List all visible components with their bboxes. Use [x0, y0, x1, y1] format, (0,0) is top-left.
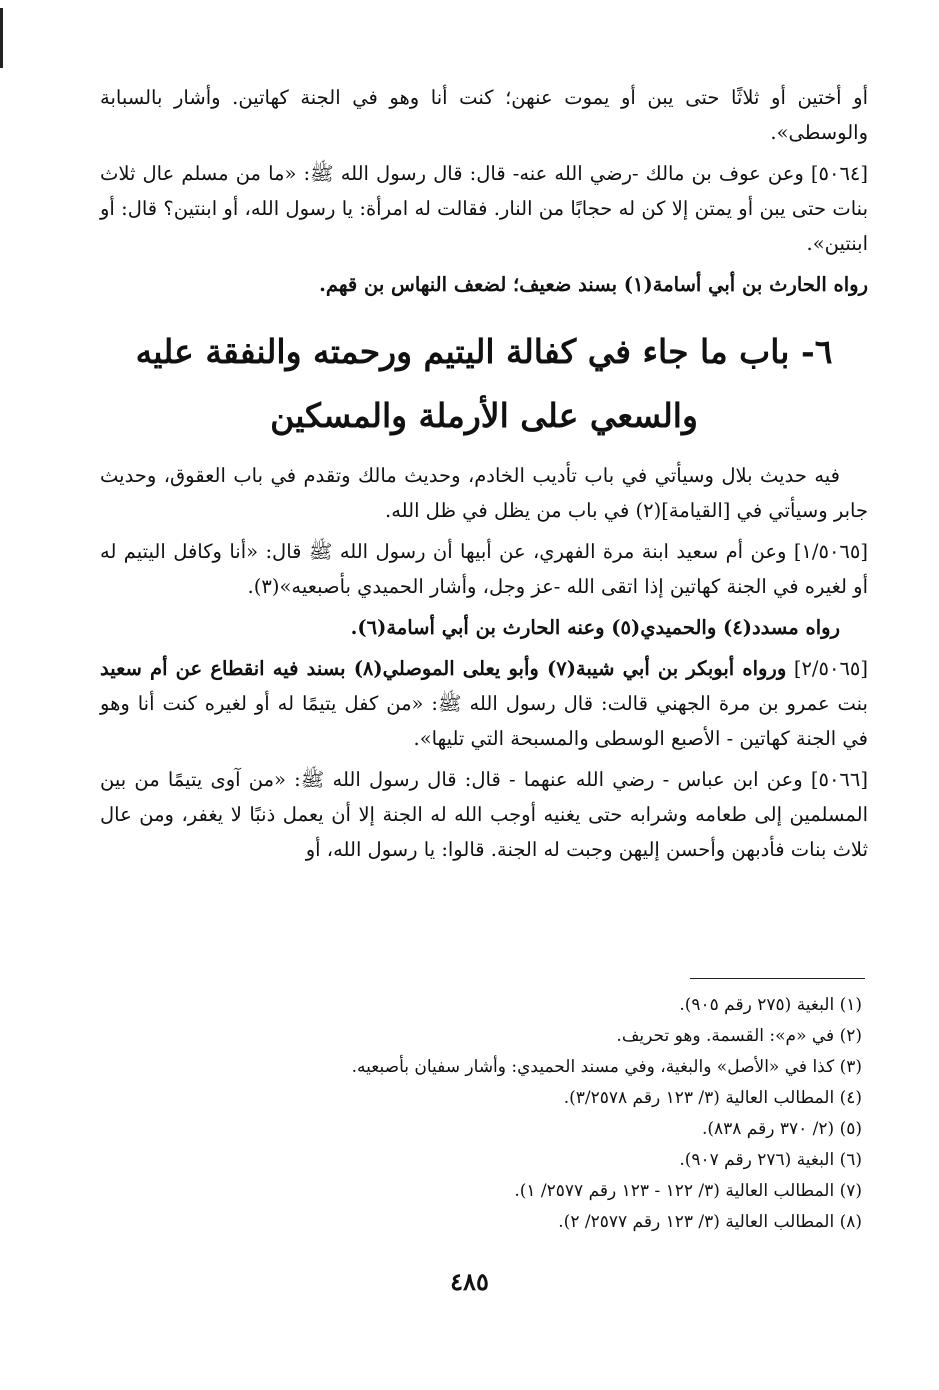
page-number: ٤٨٥: [450, 1267, 489, 1296]
chapter-heading-line-2: والسعي على الأرملة والمسكين: [270, 396, 698, 435]
main-text: [100, 80, 868, 873]
hadith-5064: [100, 156, 868, 261]
hadith-text: وعن عوف بن مالك -رضي الله عنه- قال: قال رسول الله ﷺ: «ما من مسلم عال ثلاث بنات حتى يبن أو يمتن إلا كن له حجابًا من النار. فقالت له امرأة: يا رسول الله، أو ابنتين؟ قال: أو ابنتين».: [100, 162, 868, 255]
footnote: (٨) المطالب العالية (٣/ ١٢٣ رقم ٢٥٧٧/ ٢).: [558, 1212, 862, 1232]
footnote: (٦) البغية (٢٧٦ رقم ٩٠٧).: [679, 1150, 862, 1170]
paragraph-continuation: أو أختين أو ثلاثًا حتى يبن أو يموت عنهن؛ كنت أنا وهو في الجنة كهاتين. وأشار بالسبابة والوسطى».: [100, 86, 868, 144]
footnote: (٥) (٢/ ٣٧٠ رقم ٨٣٨).: [701, 1119, 862, 1139]
hadith-text: وعن أم سعيد ابنة مرة الفهري، عن أبيها أن رسول الله ﷺ قال: «أنا وكافل اليتيم له أو لغيره في الجنة كهاتين إذا اتقى الله -عز وجل، وأشار الحميدي بأصبعيه»(٣).: [100, 540, 868, 598]
footnote: (١) البغية (٢٧٥ رقم ٩٠٥).: [679, 995, 862, 1015]
hadith-number: [٥٠٦٤]: [810, 162, 869, 185]
hadith-5065-2: [100, 651, 868, 756]
hadith-number: [١/٥٠٦٥]: [793, 540, 868, 563]
hadith-5065-1: [100, 534, 868, 604]
hadith-source-inline: ورواه أبوبكر بن أبي شيبة(٧) وأبو يعلى الموصلي(٨) بسند فيه انقطاع عن أم سعيد: [100, 657, 787, 680]
chapter-heading: [100, 320, 868, 448]
footnote: (٢) في «م»: القسمة. وهو تحريف.: [616, 1026, 862, 1046]
chapter-intro: فيه حديث بلال وسيأتي في باب تأديب الخادم، وحديث مالك وتقدم في باب العقوق، وحديث جابر وسيأتي في [القيامة](٢) في باب من يظل في ظل الله.: [100, 464, 868, 522]
scan-edge-mark: [0, 8, 3, 68]
footnote: (٤) المطالب العالية (٣/ ١٢٣ رقم ٣/٢٥٧٨).: [563, 1088, 862, 1108]
hadith-source: رواه الحارث بن أبي أسامة(١) بسند ضعيف؛ لضعف النهاس بن قهم.: [319, 273, 868, 296]
hadith-number: [٥٠٦٦]: [810, 768, 868, 791]
footnote: (٧) المطالب العالية (٣/ ١٢٢ - ١٢٣ رقم ٢٥٧٧/ ١).: [514, 1181, 862, 1201]
hadith-number: [٢/٥٠٦٥]: [793, 657, 869, 680]
footnotes: [100, 990, 862, 1238]
hadith-text: وعن ابن عباس - رضي الله عنهما - قال: قال رسول الله ﷺ: «من آوى يتيمًا من بين المسلمين إلى طعامه وشرابه حتى يغنيه أوجب الله له الجنة إلا أن يعمل ذنبًا لا يغفر، ومن عال ثلاث بنات فأدبهن وأحسن إليهن وجبت له الجنة. قالوا: يا رسول الله، أو: [100, 768, 868, 861]
hadith-text: بنت عمرو بن مرة الجهني قالت: قال رسول الله ﷺ: «من كفل يتيمًا له أو لغيره كنت أنا وهو في الجنة كهاتين - الأصبع الوسطى والمسبحة التي تليها».: [100, 692, 868, 750]
footnote: (٣) كذا في «الأصل» والبغية، وفي مسند الحميدي: وأشار سفيان بأصبعيه.: [351, 1057, 862, 1077]
footnote-separator: [690, 978, 865, 979]
chapter-heading-line-1: ٦- باب ما جاء في كفالة اليتيم ورحمته والنفقة عليه: [135, 332, 833, 371]
hadith-source: رواه مسدد(٤) والحميدي(٥) وعنه الحارث بن أبي أسامة(٦).: [350, 616, 840, 639]
hadith-5066: [100, 762, 868, 867]
